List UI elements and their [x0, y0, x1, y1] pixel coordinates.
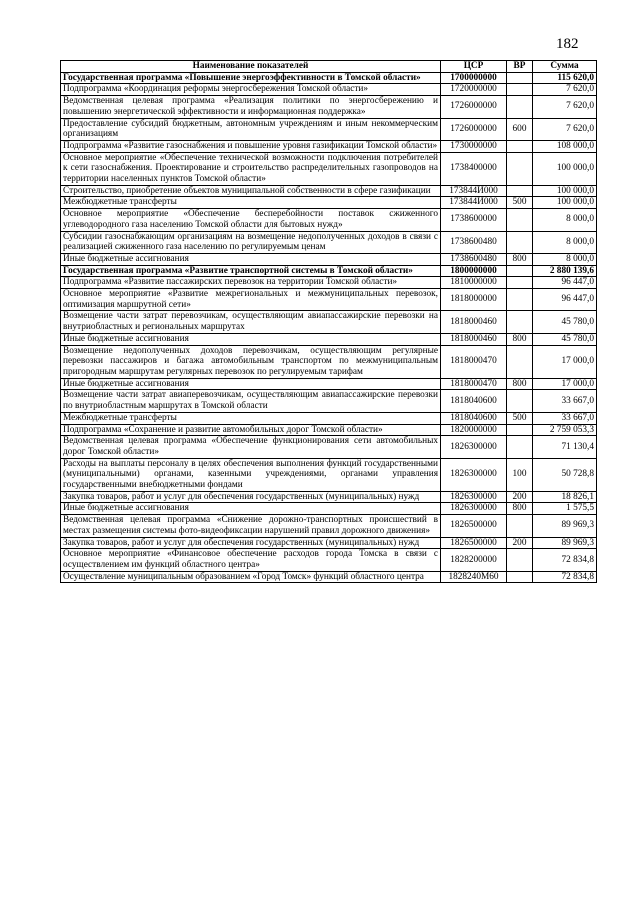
- row-vr: 100: [507, 458, 533, 491]
- row-csr: 1726000000: [441, 96, 507, 118]
- row-csr: 1730000000: [441, 140, 507, 152]
- row-sum: 18 826,1: [533, 491, 597, 503]
- row-name: Ведомственная целевая программа «Реализация политики по энергосбережению и повышению энергетической эффективности и информационная поддержка»: [61, 96, 441, 118]
- row-vr: 500: [507, 412, 533, 424]
- row-csr: 1800000000: [441, 265, 507, 277]
- row-sum: 108 000,0: [533, 140, 597, 152]
- table-row: [61, 549, 597, 571]
- table-row: [61, 378, 597, 390]
- row-vr: [507, 72, 533, 84]
- row-csr: 1738600480: [441, 253, 507, 265]
- row-csr: 1818040600: [441, 412, 507, 424]
- row-csr: 1818000000: [441, 289, 507, 311]
- table-row: [61, 571, 597, 583]
- row-name: Закупка товаров, работ и услуг для обеспечения государственных (муниципальных) нужд: [61, 491, 441, 503]
- row-vr: [507, 515, 533, 537]
- row-sum: 89 969,3: [533, 515, 597, 537]
- row-sum: 8 000,0: [533, 253, 597, 265]
- row-name: Возмещение недополученных доходов перевозчикам, осуществляющим регулярные перевозки пассажиров и багажа автомобильным транспортом по межмуниципальным пригородным маршрутам регулярных перевозок по регулируемым тарифам: [61, 345, 441, 378]
- row-sum: 45 780,0: [533, 311, 597, 333]
- row-name: Государственная программа «Развитие транспортной системы в Томской области»: [61, 265, 441, 277]
- row-csr: 1818000470: [441, 378, 507, 390]
- row-vr: [507, 140, 533, 152]
- row-csr: 1738400000: [441, 152, 507, 185]
- row-csr: 1820000000: [441, 424, 507, 436]
- table-row: [61, 390, 597, 412]
- row-name: Закупка товаров, работ и услуг для обеспечения государственных (муниципальных) нужд: [61, 537, 441, 549]
- table-row: [61, 289, 597, 311]
- row-sum: 71 130,4: [533, 436, 597, 458]
- row-vr: [507, 209, 533, 231]
- row-sum: 96 447,0: [533, 277, 597, 289]
- row-vr: 200: [507, 537, 533, 549]
- row-name: Иные бюджетные ассигнования: [61, 333, 441, 345]
- row-sum: 7 620,0: [533, 84, 597, 96]
- table-row: [61, 491, 597, 503]
- row-csr: 1826500000: [441, 537, 507, 549]
- row-name: Иные бюджетные ассигнования: [61, 253, 441, 265]
- row-name: Строительство, приобретение объектов муниципальной собственности в сфере газификации: [61, 185, 441, 197]
- budget-table: [60, 60, 597, 583]
- table-row: [61, 412, 597, 424]
- row-csr: 1700000000: [441, 72, 507, 84]
- row-vr: [507, 289, 533, 311]
- row-csr: 1826300000: [441, 436, 507, 458]
- row-sum: 33 667,0: [533, 412, 597, 424]
- row-vr: [507, 549, 533, 571]
- table-row: [61, 231, 597, 253]
- table-row: [61, 277, 597, 289]
- row-name: Основное мероприятие «Финансовое обеспечение расходов города Томска в связи с осуществлением им функций областного центра»: [61, 549, 441, 571]
- row-csr: 1738600480: [441, 231, 507, 253]
- table-row: [61, 333, 597, 345]
- row-csr: 1738600000: [441, 209, 507, 231]
- table-row: [61, 458, 597, 491]
- table-row: [61, 185, 597, 197]
- row-name: Субсидии газоснабжающим организациям на возмещение недополученных доходов в связи с реализацией сжиженного газа населению по регулируемым ценам: [61, 231, 441, 253]
- table-header-row: [61, 61, 597, 73]
- table-row: [61, 152, 597, 185]
- row-csr: 1828240M60: [441, 571, 507, 583]
- header-name: Наименование показателей: [61, 61, 441, 73]
- row-vr: 600: [507, 118, 533, 140]
- row-csr: 1826300000: [441, 503, 507, 515]
- row-sum: 100 000,0: [533, 197, 597, 209]
- row-csr: 173844И000: [441, 185, 507, 197]
- table-row: [61, 118, 597, 140]
- row-vr: [507, 277, 533, 289]
- row-vr: [507, 390, 533, 412]
- table-row: [61, 345, 597, 378]
- row-sum: 2 759 053,3: [533, 424, 597, 436]
- table-row: [61, 503, 597, 515]
- row-vr: 200: [507, 491, 533, 503]
- row-sum: 33 667,0: [533, 390, 597, 412]
- table-row: [61, 424, 597, 436]
- row-csr: 1828200000: [441, 549, 507, 571]
- row-name: Осуществление муниципальным образованием «Город Томск» функций областного центра: [61, 571, 441, 583]
- row-name: Подпрограмма «Сохранение и развитие автомобильных дорог Томской области»: [61, 424, 441, 436]
- row-name: Иные бюджетные ассигнования: [61, 503, 441, 515]
- row-csr: 1810000000: [441, 277, 507, 289]
- row-sum: 8 000,0: [533, 231, 597, 253]
- row-name: Основное мероприятие «Обеспечение технической возможности подключения потребителей к сети газоснабжения. Проектирование и строительство распределительных газопроводов на территории населенных пунктов Томской области»: [61, 152, 441, 185]
- row-csr: 1818000460: [441, 333, 507, 345]
- row-sum: 8 000,0: [533, 209, 597, 231]
- row-vr: [507, 265, 533, 277]
- row-sum: 115 620,0: [533, 72, 597, 84]
- row-vr: 800: [507, 333, 533, 345]
- header-csr: ЦСР: [441, 61, 507, 73]
- row-sum: 100 000,0: [533, 152, 597, 185]
- row-csr: 1720000000: [441, 84, 507, 96]
- table-row: [61, 140, 597, 152]
- row-name: Основное мероприятие «Обеспечение бесперебойности поставок сжиженного углеводородного газа населению Томской области для бытовых нужд»: [61, 209, 441, 231]
- row-name: Предоставление субсидий бюджетным, автономным учреждениям и иным некоммерческим организациям: [61, 118, 441, 140]
- table-row: [61, 265, 597, 277]
- row-sum: 7 620,0: [533, 118, 597, 140]
- row-name: Подпрограмма «Развитие газоснабжения и повышение уровня газификации Томской области»: [61, 140, 441, 152]
- row-vr: [507, 571, 533, 583]
- row-csr: 1826500000: [441, 515, 507, 537]
- row-vr: [507, 96, 533, 118]
- row-vr: [507, 424, 533, 436]
- row-name: Подпрограмма «Развитие пассажирских перевозок на территории Томской области»: [61, 277, 441, 289]
- row-name: Возмещение части затрат авиаперевозчикам, осуществляющим авиапассажирские перевозки по внутриобластным маршрутах в Томской области: [61, 390, 441, 412]
- table-row: [61, 209, 597, 231]
- row-csr: 1818000460: [441, 311, 507, 333]
- row-vr: [507, 84, 533, 96]
- row-name: Расходы на выплаты персоналу в целях обеспечения выполнения функций государственными (муниципальными) органами, казенными учреждениями, органами управления государственными внебюджетными фондами: [61, 458, 441, 491]
- row-vr: [507, 311, 533, 333]
- row-sum: 2 880 139,6: [533, 265, 597, 277]
- row-csr: 1826300000: [441, 491, 507, 503]
- row-csr: 1726000000: [441, 118, 507, 140]
- row-sum: 1 575,5: [533, 503, 597, 515]
- header-sum: Сумма: [533, 61, 597, 73]
- table-row: [61, 72, 597, 84]
- row-name: Возмещение части затрат перевозчикам, осуществляющим авиапассажирские перевозки на внутриобластных и региональных маршрутах: [61, 311, 441, 333]
- row-name: Иные бюджетные ассигнования: [61, 378, 441, 390]
- row-sum: 17 000,0: [533, 378, 597, 390]
- row-vr: 800: [507, 503, 533, 515]
- row-csr: 173844И000: [441, 197, 507, 209]
- row-sum: 17 000,0: [533, 345, 597, 378]
- header-vr: ВР: [507, 61, 533, 73]
- row-name: Межбюджетные трансферты: [61, 412, 441, 424]
- row-name: Подпрограмма «Координация реформы энергосбережения Томской области»: [61, 84, 441, 96]
- row-vr: [507, 345, 533, 378]
- page-number: 182: [556, 36, 579, 52]
- row-sum: 7 620,0: [533, 96, 597, 118]
- row-vr: [507, 152, 533, 185]
- row-vr: [507, 231, 533, 253]
- table-row: [61, 253, 597, 265]
- row-vr: 800: [507, 253, 533, 265]
- row-sum: 50 728,8: [533, 458, 597, 491]
- row-sum: 72 834,8: [533, 549, 597, 571]
- row-sum: 100 000,0: [533, 185, 597, 197]
- row-sum: 45 780,0: [533, 333, 597, 345]
- row-csr: 1818000470: [441, 345, 507, 378]
- row-sum: 96 447,0: [533, 289, 597, 311]
- table-row: [61, 537, 597, 549]
- row-name: Ведомственная целевая программа «Снижение дорожно-транспортных происшествий в местах размещения системы фото-видеофиксации нарушений правил дорожного движения»: [61, 515, 441, 537]
- row-vr: 800: [507, 378, 533, 390]
- row-vr: 500: [507, 197, 533, 209]
- row-name: Основное мероприятие «Развитие межрегиональных и межмуниципальных перевозок, оптимизация маршрутной сети»: [61, 289, 441, 311]
- table-row: [61, 436, 597, 458]
- row-sum: 72 834,8: [533, 571, 597, 583]
- table-row: [61, 515, 597, 537]
- table-row: [61, 311, 597, 333]
- row-name: Межбюджетные трансферты: [61, 197, 441, 209]
- table-row: [61, 96, 597, 118]
- table-row: [61, 84, 597, 96]
- row-name: Государственная программа «Повышение энергоэффективности в Томской области»: [61, 72, 441, 84]
- table-row: [61, 197, 597, 209]
- row-csr: 1826300000: [441, 458, 507, 491]
- row-name: Ведомственная целевая программа «Обеспечение функционирования сети автомобильных дорог Томской области»: [61, 436, 441, 458]
- row-vr: [507, 185, 533, 197]
- row-csr: 1818040600: [441, 390, 507, 412]
- row-vr: [507, 436, 533, 458]
- row-sum: 89 969,3: [533, 537, 597, 549]
